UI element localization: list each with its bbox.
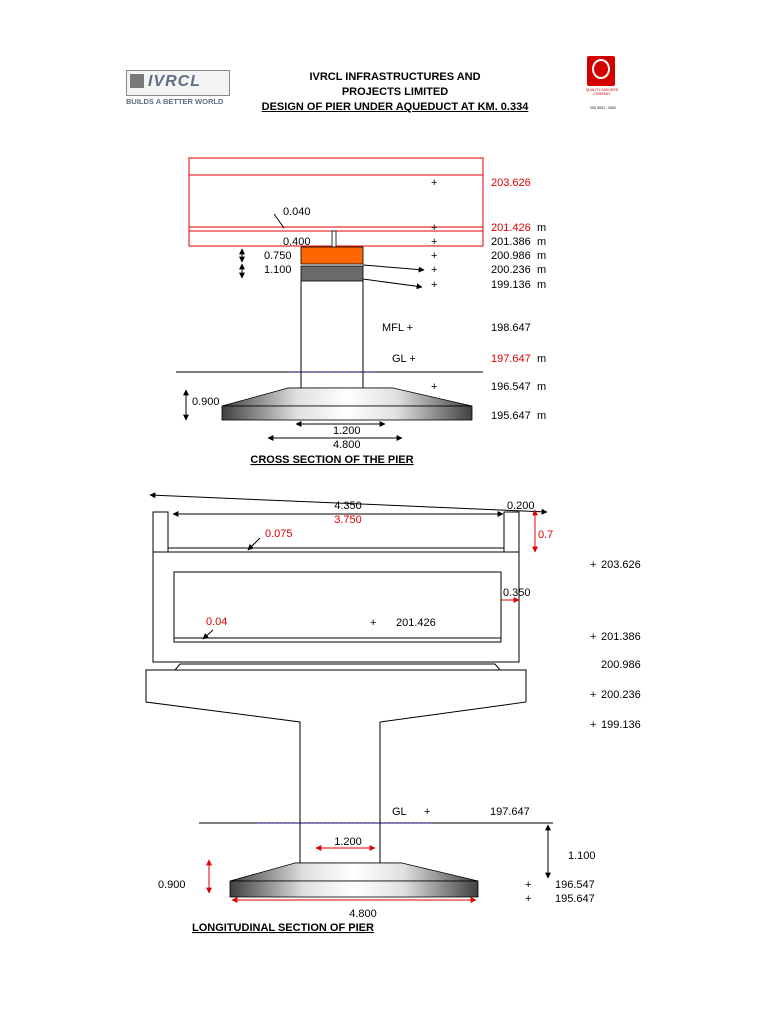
footing-slope [230,863,478,881]
longitudinal-section [146,495,641,934]
dim-label: 0.04 [206,616,228,628]
longitudinal-right-levels [590,559,641,731]
level-plus: + [590,719,597,731]
level-unit: m [537,353,547,365]
footing-base [230,881,478,897]
pier-cap-block [153,552,519,662]
bearing-stub [332,231,336,247]
logo-text: IVRCL [148,73,201,90]
dim-label: 4.350 [334,500,362,512]
level-value: 201.386 [601,631,641,643]
level-unit: m [537,250,547,262]
level-plus: + [590,559,597,571]
level-value: 201.426 [491,222,531,234]
logo-tagline: BUILDS A BETTER WORLD [126,97,224,106]
level-value: 195.647 [555,893,595,905]
hammerhead-pier [146,670,526,863]
pier-cap-orange [301,247,363,264]
level-value: 199.136 [601,719,641,731]
dim-label: 1.200 [333,425,361,437]
level-value: 196.547 [555,879,595,891]
dim-label: 0.350 [503,587,531,599]
longitudinal-section-title: LONGITUDINAL SECTION OF PIER [192,922,374,934]
dim-label: 0.750 [264,250,292,262]
level-plus: + [431,264,438,276]
level-unit: m [537,279,547,291]
level-plus: + [431,236,438,248]
level-plus: + [431,250,438,262]
level-plus: + [431,177,438,189]
level-plus: + [590,689,597,701]
level-unit: m [537,264,547,276]
dim-label: 0.900 [192,396,220,408]
level-value: 201.426 [396,617,436,629]
level-value: 200.986 [601,659,641,671]
bearing-strip [175,664,500,670]
level-value: 200.236 [491,264,531,276]
level-plus: + [525,879,532,891]
level-value: 197.647 [490,806,530,818]
dim-label: 0.900 [158,879,186,891]
level-value: 201.386 [491,236,531,248]
inner-trough [174,572,501,642]
company-name-line2: PROJECTS LIMITED [341,86,449,98]
cross-section-title: CROSS SECTION OF THE PIER [250,454,414,466]
page-title: DESIGN OF PIER UNDER AQUEDUCT AT KM. 0.334 [261,101,529,113]
level-plus: + [431,222,438,234]
leader-arrow [363,279,422,287]
cert-text: QUALITY ASSURED COMPANY [585,88,619,96]
level-plus: + [431,279,438,291]
dim-label: 1.100 [264,264,292,276]
level-value: 198.647 [491,322,531,334]
level-value: 200.236 [601,689,641,701]
level-value: 196.547 [491,381,531,393]
gl-label: GL [392,806,407,818]
level-unit: m [537,222,547,234]
level-value: 195.647 [491,410,531,422]
dim-label: 0.075 [265,528,293,540]
longitudinal-bottom-levels [525,879,595,905]
level-value: 203.626 [491,177,531,189]
pier-cap-grey [301,266,363,281]
company-name-line1: IVRCL INFRASTRUCTURES AND [309,71,481,83]
dim-label: 1.100 [568,850,596,862]
dim-label: 3.750 [334,514,362,526]
dim-label: 0.040 [283,206,311,218]
dim-label: 1.200 [334,836,362,848]
level-unit: m [537,381,547,393]
level-unit: m [537,236,547,248]
dim-label: 0.400 [283,236,311,248]
level-plus: GL + [392,353,416,365]
trough-wall-right [504,512,519,552]
footing-base [222,406,472,420]
level-value: 199.136 [491,279,531,291]
cross-section-levels [382,177,546,422]
level-plus: + [525,893,532,905]
level-plus: MFL + [382,322,414,334]
level-plus: + [590,631,597,643]
iso-text: ISO 9001 : 2000 [590,106,616,110]
level-unit: m [537,410,547,422]
level-value: 203.626 [601,559,641,571]
level-value: 200.986 [491,250,531,262]
trough-wall-left [153,512,168,552]
dim-label: 0.200 [507,500,535,512]
level-plus: + [424,806,431,818]
cross-section [176,158,546,466]
dim-label: 4.800 [349,908,377,920]
dim-label: 4.800 [333,439,361,451]
level-plus: + [370,617,377,629]
dim-label: 0.7 [538,529,554,541]
level-plus: + [431,381,438,393]
level-value: 197.647 [491,353,531,365]
leader-arrow [363,265,424,270]
